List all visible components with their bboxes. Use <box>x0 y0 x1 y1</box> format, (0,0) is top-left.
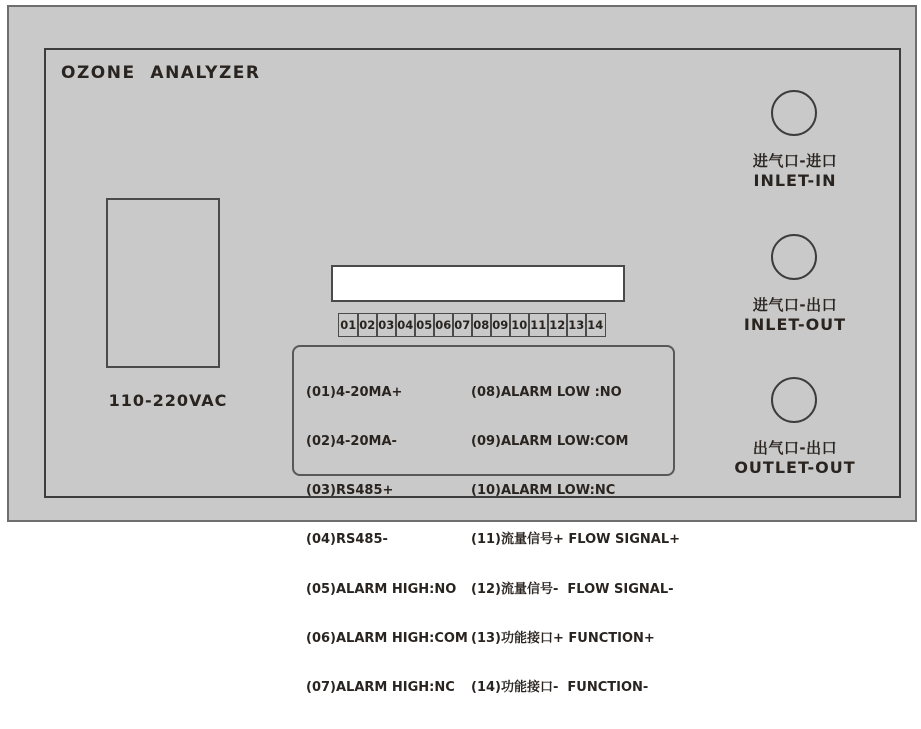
terminal-09: 09 <box>490 313 511 337</box>
power-inlet-box <box>106 198 220 368</box>
terminal-strip <box>338 313 606 337</box>
outlet-out-label-cn: 出气口-出口 <box>752 439 838 457</box>
legend-line-05: (05)ALARM HIGH:NO <box>306 581 457 597</box>
inlet-in-label-cn: 进气口-进口 <box>752 152 838 170</box>
legend-line-01: (01)4-20MA+ <box>306 384 403 400</box>
inlet-out-label-en: INLET-OUT <box>743 315 847 334</box>
outlet-out-label-en: OUTLET-OUT <box>734 458 856 477</box>
page-title: OZONE ANALYZER <box>61 63 261 83</box>
inlet-out-label-cn: 进气口-出口 <box>752 296 838 314</box>
terminal-12: 12 <box>547 313 568 337</box>
inlet-out-port-circle <box>771 234 817 280</box>
legend-line-12: (12)流量信号- FLOW SIGNAL- <box>471 581 674 597</box>
legend-line-08: (08)ALARM LOW :NO <box>471 384 622 400</box>
legend-line-09: (09)ALARM LOW:COM <box>471 434 629 450</box>
legend-line-13: (13)功能接口+ FUNCTION+ <box>471 630 655 646</box>
terminal-03: 03 <box>376 313 397 337</box>
legend-line-10: (10)ALARM LOW:NC <box>471 483 616 499</box>
legend-line-14: (14)功能接口- FUNCTION- <box>471 680 649 696</box>
terminal-01: 01 <box>338 313 359 337</box>
terminal-02: 02 <box>357 313 378 337</box>
legend-line-11: (11)流量信号+ FLOW SIGNAL+ <box>471 532 680 548</box>
terminal-10: 10 <box>509 313 530 337</box>
terminal-14: 14 <box>585 313 606 337</box>
legend-line-06: (06)ALARM HIGH:COM <box>306 630 468 646</box>
legend-line-04: (04)RS485- <box>306 532 388 548</box>
terminal-06: 06 <box>433 313 454 337</box>
terminal-legend-left-column <box>306 352 468 729</box>
terminal-block-slot <box>331 265 625 302</box>
terminal-legend-right-column <box>471 352 680 729</box>
terminal-08: 08 <box>471 313 492 337</box>
terminal-11: 11 <box>528 313 549 337</box>
device-outline <box>7 5 917 696</box>
legend-line-02: (02)4-20MA- <box>306 434 397 450</box>
inlet-in-port-circle <box>771 90 817 136</box>
terminal-07: 07 <box>452 313 473 337</box>
inlet-in-label <box>710 152 880 191</box>
outlet-out-port-circle <box>771 377 817 423</box>
outlet-out-label <box>710 439 880 478</box>
inlet-in-label-en: INLET-IN <box>753 171 837 190</box>
power-voltage-label: 110-220VAC <box>108 391 228 410</box>
terminal-13: 13 <box>566 313 587 337</box>
legend-line-03: (03)RS485+ <box>306 483 394 499</box>
inlet-out-label <box>710 296 880 335</box>
terminal-04: 04 <box>395 313 416 337</box>
terminal-05: 05 <box>414 313 435 337</box>
legend-line-07: (07)ALARM HIGH:NC <box>306 680 455 696</box>
